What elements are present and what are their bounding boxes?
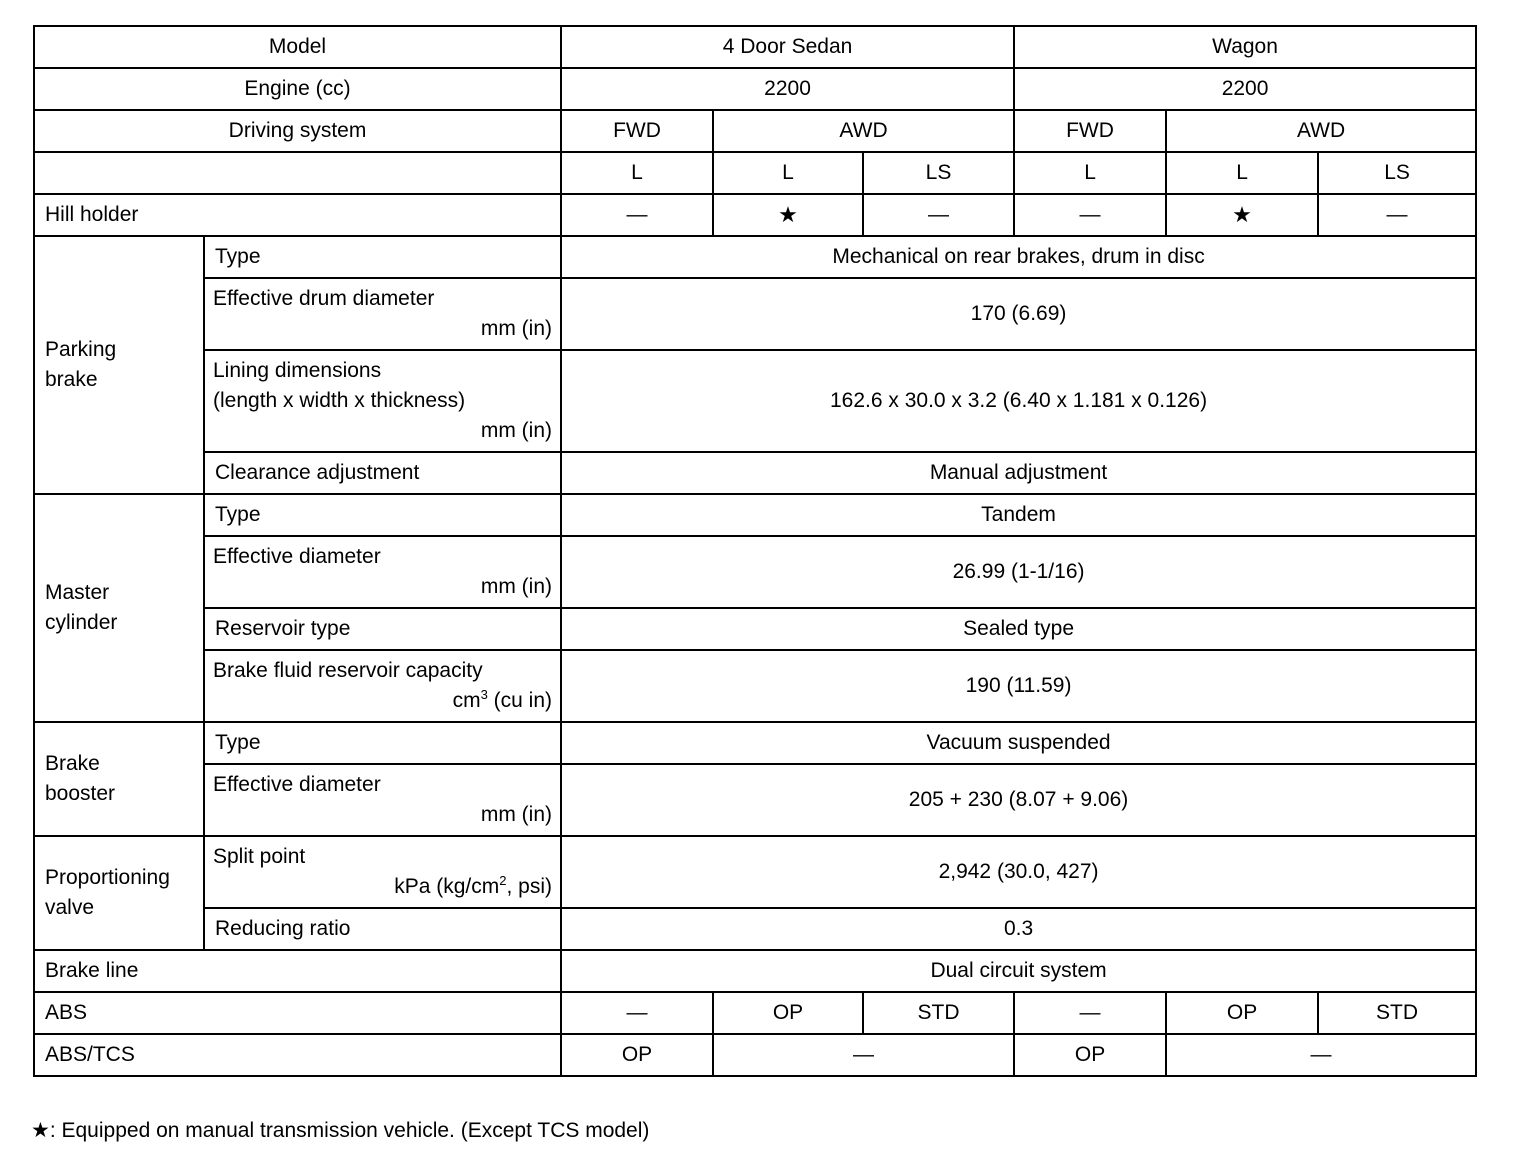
model-label: Model xyxy=(34,26,561,68)
hill-holder-row xyxy=(34,194,1476,236)
master-capacity-unit xyxy=(213,686,552,716)
three-line-label xyxy=(205,356,560,446)
parking-drum-value: 170 (6.69) xyxy=(561,278,1476,350)
two-line-label xyxy=(205,284,560,344)
abs-tcs-sedan-awd: — xyxy=(713,1034,1014,1076)
wagon-fwd: FWD xyxy=(1014,110,1166,152)
booster-diameter-label-cell xyxy=(204,764,561,836)
sedan-awd: AWD xyxy=(713,110,1014,152)
abs-tcs-label: ABS/TCS xyxy=(34,1034,561,1076)
valve-ratio-row xyxy=(34,908,1476,950)
valve-split-label: Split point xyxy=(213,845,306,868)
grade-blank xyxy=(34,152,561,194)
unit-part: kPa (kg/cm xyxy=(394,875,500,898)
grade-cell: L xyxy=(1166,152,1318,194)
group-label-line: brake xyxy=(45,368,98,391)
proportioning-valve-group xyxy=(34,836,204,950)
group-label-line: Proportioning xyxy=(45,866,170,889)
booster-diameter-value: 205 + 230 (8.07 + 9.06) xyxy=(561,764,1476,836)
unit-part: , psi) xyxy=(506,875,553,898)
parking-lining-row xyxy=(34,350,1476,452)
abs-cell: OP xyxy=(713,992,863,1034)
group-label-line: booster xyxy=(45,782,116,805)
grade-cell: L xyxy=(1014,152,1166,194)
two-line-label xyxy=(205,656,560,716)
parking-clearance-row xyxy=(34,452,1476,494)
master-reservoir-value: Sealed type xyxy=(561,608,1476,650)
abs-tcs-wagon-awd: — xyxy=(1166,1034,1476,1076)
model-sedan: 4 Door Sedan xyxy=(561,26,1014,68)
parking-drum-label: Effective drum diameter xyxy=(213,287,435,310)
parking-drum-unit: mm (in) xyxy=(480,317,553,340)
brake-line-value: Dual circuit system xyxy=(561,950,1476,992)
hill-holder-cell: — xyxy=(863,194,1014,236)
brake-line-label: Brake line xyxy=(34,950,561,992)
hill-holder-label: Hill holder xyxy=(34,194,561,236)
parking-type-label: Type xyxy=(204,236,561,278)
hill-holder-cell: ★ xyxy=(713,194,863,236)
valve-split-row xyxy=(34,836,1476,908)
grade-cell: LS xyxy=(863,152,1014,194)
hill-holder-cell: ★ xyxy=(1166,194,1318,236)
master-capacity-label: Brake fluid reservoir capacity xyxy=(213,659,483,682)
parking-clearance-value: Manual adjustment xyxy=(561,452,1476,494)
valve-split-value: 2,942 (30.0, 427) xyxy=(561,836,1476,908)
group-label-line: Brake xyxy=(45,752,100,775)
booster-diameter-unit: mm (in) xyxy=(480,803,553,826)
group-label-line: cylinder xyxy=(45,611,118,634)
abs-cell: STD xyxy=(1318,992,1476,1034)
valve-ratio-value: 0.3 xyxy=(561,908,1476,950)
unit-superscript: 3 xyxy=(480,687,488,702)
engine-row xyxy=(34,68,1476,110)
master-diameter-unit: mm (in) xyxy=(480,575,553,598)
parking-drum-row xyxy=(34,278,1476,350)
model-row xyxy=(34,26,1476,68)
master-cylinder-group xyxy=(34,494,204,722)
hill-holder-cell: — xyxy=(1014,194,1166,236)
brake-line-row xyxy=(34,950,1476,992)
parking-lining-unit: mm (in) xyxy=(480,419,553,442)
unit-superscript: 2 xyxy=(499,873,507,888)
master-capacity-value: 190 (11.59) xyxy=(561,650,1476,722)
unit-part: cm xyxy=(452,689,481,712)
parking-lining-label2: (length x width x thickness) xyxy=(213,389,466,412)
parking-brake-group xyxy=(34,236,204,494)
two-line-label xyxy=(205,842,560,902)
master-diameter-value: 26.99 (1-1/16) xyxy=(561,536,1476,608)
parking-lining-value: 162.6 x 30.0 x 3.2 (6.40 x 1.181 x 0.126) xyxy=(561,350,1476,452)
master-diameter-row xyxy=(34,536,1476,608)
booster-diameter-label: Effective diameter xyxy=(213,773,381,796)
abs-cell: STD xyxy=(863,992,1014,1034)
unit-part: (cu in) xyxy=(487,689,553,712)
master-diameter-label: Effective diameter xyxy=(213,545,381,568)
group-label-line: valve xyxy=(45,896,95,919)
sedan-fwd: FWD xyxy=(561,110,713,152)
booster-type-label: Type xyxy=(204,722,561,764)
grade-cell: L xyxy=(561,152,713,194)
parking-lining-label1: Lining dimensions xyxy=(213,359,382,382)
brake-spec-table xyxy=(33,25,1477,1077)
abs-tcs-wagon-fwd: OP xyxy=(1014,1034,1166,1076)
parking-type-value: Mechanical on rear brakes, drum in disc xyxy=(561,236,1476,278)
group-label-line: Parking xyxy=(45,338,117,361)
model-wagon: Wagon xyxy=(1014,26,1476,68)
booster-diameter-row xyxy=(34,764,1476,836)
valve-split-unit xyxy=(213,872,552,902)
master-reservoir-label: Reservoir type xyxy=(204,608,561,650)
driving-label: Driving system xyxy=(34,110,561,152)
parking-type-row xyxy=(34,236,1476,278)
grade-row xyxy=(34,152,1476,194)
master-reservoir-row xyxy=(34,608,1476,650)
master-capacity-row xyxy=(34,650,1476,722)
master-capacity-label-cell xyxy=(204,650,561,722)
engine-sedan: 2200 xyxy=(561,68,1014,110)
two-line-label xyxy=(205,542,560,602)
valve-split-label-cell xyxy=(204,836,561,908)
parking-lining-label-cell xyxy=(204,350,561,452)
grade-cell: LS xyxy=(1318,152,1476,194)
abs-tcs-sedan-fwd: OP xyxy=(561,1034,713,1076)
driving-system-row xyxy=(34,110,1476,152)
grade-cell: L xyxy=(713,152,863,194)
master-type-value: Tandem xyxy=(561,494,1476,536)
valve-ratio-label: Reducing ratio xyxy=(204,908,561,950)
abs-row xyxy=(34,992,1476,1034)
group-label-line: Master xyxy=(45,581,110,604)
booster-type-value: Vacuum suspended xyxy=(561,722,1476,764)
abs-cell: — xyxy=(1014,992,1166,1034)
hill-holder-cell: — xyxy=(561,194,713,236)
wagon-awd: AWD xyxy=(1166,110,1476,152)
footnote: ★: Equipped on manual transmission vehicle. (Except TCS model) xyxy=(31,1119,650,1142)
parking-clearance-label: Clearance adjustment xyxy=(204,452,561,494)
master-type-label: Type xyxy=(204,494,561,536)
brake-booster-group xyxy=(34,722,204,836)
booster-type-row xyxy=(34,722,1476,764)
hill-holder-cell: — xyxy=(1318,194,1476,236)
parking-drum-label-cell xyxy=(204,278,561,350)
abs-cell: — xyxy=(561,992,713,1034)
abs-label: ABS xyxy=(34,992,561,1034)
two-line-label xyxy=(205,770,560,830)
abs-tcs-row xyxy=(34,1034,1476,1076)
master-diameter-label-cell xyxy=(204,536,561,608)
abs-cell: OP xyxy=(1166,992,1318,1034)
master-type-row xyxy=(34,494,1476,536)
engine-label: Engine (cc) xyxy=(34,68,561,110)
engine-wagon: 2200 xyxy=(1014,68,1476,110)
